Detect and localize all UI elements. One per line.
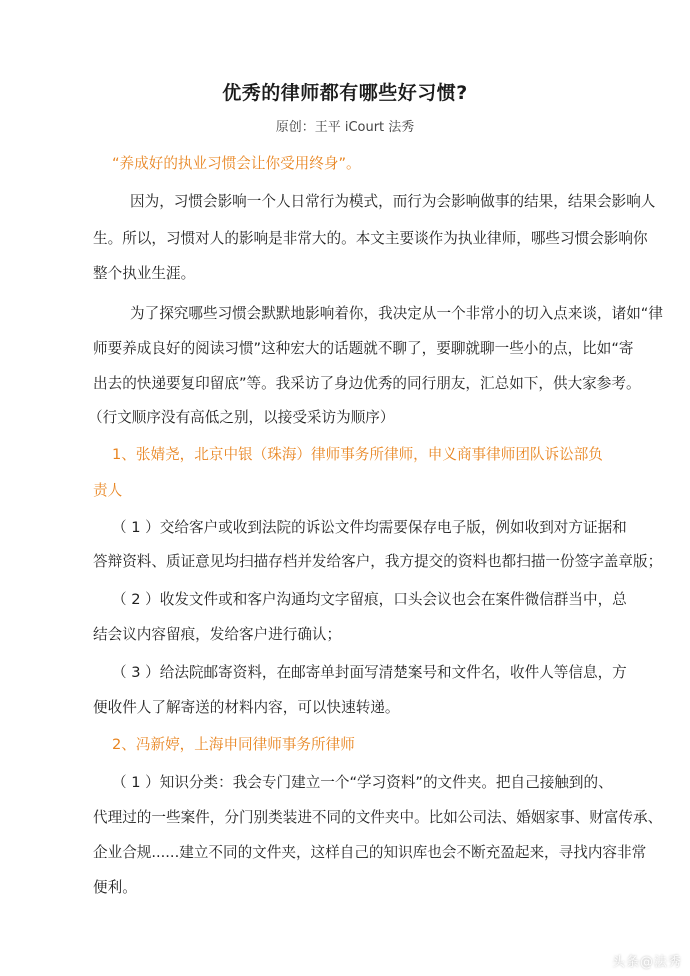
list-item-line: 代理过的一些案件，分门别类装进不同的文件夹中。比如公司法、婚姻家事、财富传承、 — [93, 809, 663, 826]
paragraph-line: 为了探究哪些习惯会默默地影响着你，我决定从一个非常小的切入点来谈，诸如“律 — [130, 305, 663, 322]
paragraph-line: 出去的快递要复印留底”等。我采访了身边优秀的同行朋友，汇总如下，供大家参考。 — [93, 375, 641, 392]
highlight-quote: “养成好的执业习惯会让你受用终身”。 — [112, 155, 361, 172]
article-byline: 原创：王平 iCourt 法秀 — [275, 120, 415, 135]
paragraph-line: 因为，习惯会影响一个人日常行为模式，而行为会影响做事的结果，结果会影响人 — [130, 193, 656, 210]
list-item-line: 便利。 — [93, 879, 137, 896]
paragraph-line: 整个执业生涯。 — [93, 265, 196, 282]
list-item-line: （ 3 ）给法院邮寄资料，在邮寄单封面写清楚案号和文件名，收件人等信息，方 — [112, 664, 627, 681]
list-item-line: 答辩资料、质证意见均扫描存档并发给客户，我方提交的资料也都扫描一份签字盖章版； — [93, 553, 663, 570]
paragraph-line: 生。所以，习惯对人的影响是非常大的。本文主要谈作为执业律师，哪些习惯会影响你 — [93, 230, 648, 247]
list-item-line: 便收件人了解寄送的材料内容，可以快速转递。 — [93, 699, 400, 716]
list-item-line: （ 1 ）交给客户或收到法院的诉讼文件均需要保存电子版，例如收到对方证据和 — [112, 519, 627, 536]
list-item-line: （ 2 ）收发文件或和客户沟通均文字留痕，口头会议也会在案件微信群当中，总 — [112, 591, 627, 608]
paragraph-line: （行文顺序没有高低之别，以接受采访为顺序） — [88, 409, 395, 426]
section-heading: 1、张婧尧，北京中银（珠海）律师事务所律师，申义商事律师团队诉讼部负 — [112, 446, 603, 463]
list-item-line: 企业合规......建立不同的文件夹，这样自己的知识库也会不断充盈起来，寻找内容非常 — [93, 844, 647, 861]
list-item-line: （ 1 ）知识分类：我会专门建立一个“学习资料”的文件夹。把自己接触到的、 — [112, 774, 613, 791]
list-item-line: 结会议内容留痕，发给客户进行确认； — [93, 626, 342, 643]
section-heading: 责人 — [93, 482, 123, 499]
section-heading: 2、冯新婷，上海申同律师事务所律师 — [112, 736, 355, 753]
paragraph-line: 师要养成良好的阅读习惯”这种宏大的话题就不聊了，要聊就聊一些小的点，比如“寄 — [93, 340, 634, 357]
article-title: 优秀的律师都有哪些好习惯? — [222, 82, 468, 104]
watermark: 头条@法秀 — [611, 955, 682, 970]
